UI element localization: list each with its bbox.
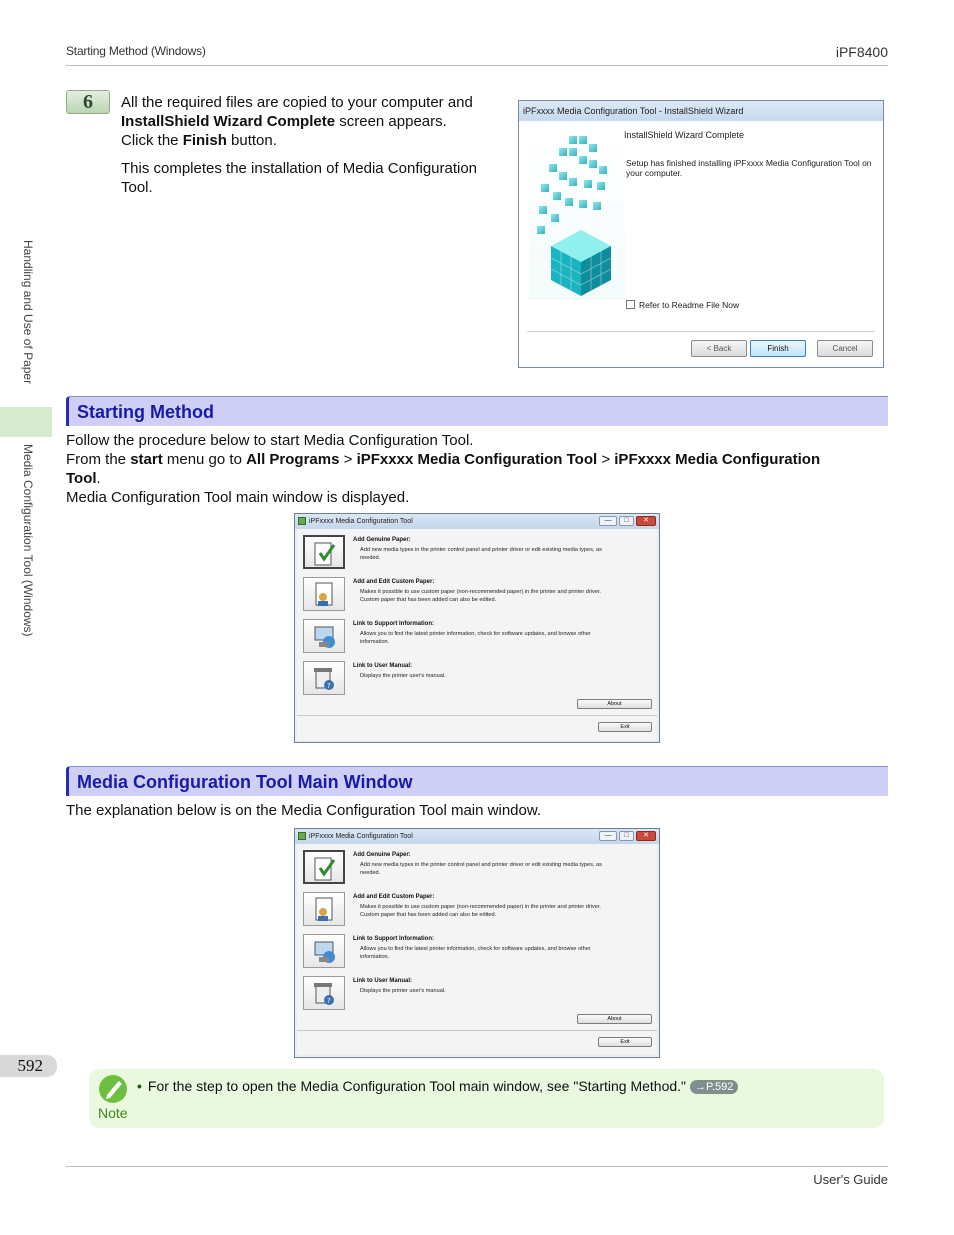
app-icon: [298, 517, 306, 525]
item-desc: [360, 987, 643, 995]
mct-separator: [297, 715, 657, 716]
sidebar-chapter-label: Handling and Use of Paper: [21, 240, 35, 385]
item-heading: Link to Support Information:: [353, 621, 434, 627]
step-number-badge: 6: [66, 90, 110, 114]
item-desc: [360, 630, 643, 646]
footer-rule: [66, 1166, 888, 1167]
mct-title: iPFxxxx Media Configuration Tool: [309, 518, 413, 525]
section-1-title: Starting Method: [77, 402, 214, 422]
item-desc-line-1: Allows you to find the latest printer information, check for software updates, and browse other: [360, 631, 591, 637]
item-desc: [360, 861, 643, 877]
readme-checkbox-label: Refer to Readme File Now: [639, 300, 740, 310]
item-desc: [360, 945, 643, 961]
step-6-text: [121, 93, 501, 197]
item-desc-line-2: needed.: [360, 870, 381, 876]
app-icon: [298, 832, 306, 840]
step-6-line-1: All the required files are copied to your computer and: [121, 94, 473, 111]
item-desc-line-1: Allows you to find the latest printer information, check for software updates, and browse other: [360, 946, 591, 952]
step-6-line-3: [121, 131, 501, 150]
media-config-window-2: [294, 828, 660, 1058]
pencil-note-icon: [99, 1075, 127, 1103]
cancel-button[interactable]: Cancel: [817, 340, 873, 357]
wizard-heading: InstallShield Wizard Complete: [624, 130, 745, 140]
all-programs-term: All Programs: [246, 451, 340, 468]
item-heading: Add Genuine Paper:: [353, 852, 411, 858]
mct-title-bar: [295, 514, 659, 529]
item-desc-line-1: Add new media types in the printer control panel and printer driver or edit existing media types, as: [360, 862, 602, 868]
step-6-line-3-pre: Click the: [121, 132, 183, 149]
item-desc-line-2: Custom paper that has been added can also be edited.: [360, 912, 497, 918]
media-config-window-1: [294, 513, 660, 743]
item-heading: Add and Edit Custom Paper:: [353, 894, 435, 900]
exit-button[interactable]: Exit: [598, 1037, 652, 1047]
item-desc: [360, 903, 643, 919]
wizard-complete-term: InstallShield Wizard Complete: [121, 113, 336, 130]
user-manual-icon[interactable]: [303, 661, 345, 695]
mct-title-bar: [295, 829, 659, 844]
close-icon[interactable]: ✕: [636, 516, 656, 526]
item-heading: Link to Support Information:: [353, 936, 434, 942]
note-box: [89, 1069, 884, 1128]
about-button[interactable]: About: [577, 699, 652, 709]
item-desc-line-2: Custom paper that has been added can also be edited.: [360, 597, 497, 603]
add-custom-paper-item[interactable]: [303, 892, 651, 930]
exit-button[interactable]: Exit: [598, 722, 652, 732]
item-desc-line-1: Add new media types in the printer control panel and printer driver or edit existing media types, as: [360, 547, 602, 553]
add-genuine-paper-item[interactable]: [303, 850, 651, 888]
page-number: 592: [0, 1055, 57, 1077]
support-info-item[interactable]: [303, 934, 651, 972]
header-rule: [66, 65, 888, 66]
item-desc-line-2: information.: [360, 639, 390, 645]
user-manual-icon[interactable]: [303, 976, 345, 1010]
custom-paper-icon[interactable]: [303, 892, 345, 926]
minimize-icon[interactable]: —: [599, 516, 617, 526]
running-header-model: iPF8400: [835, 44, 888, 60]
section-heading-main-window: [66, 766, 888, 796]
maximize-icon[interactable]: □: [619, 831, 634, 841]
add-genuine-paper-item[interactable]: [303, 535, 651, 573]
genuine-paper-icon[interactable]: [303, 850, 345, 884]
item-desc-line-1: Displays the printer user's manual.: [360, 673, 446, 679]
step-6-para-2: [121, 159, 501, 197]
item-desc-line-2: information.: [360, 954, 390, 960]
section-heading-starting-method: [66, 396, 888, 426]
folder-term: iPFxxxx Media Configuration Tool: [356, 451, 598, 468]
readme-checkbox[interactable]: [626, 300, 635, 309]
step-6-line-2-rest: screen appears.: [335, 113, 447, 130]
sidebar-tab-marker: [0, 407, 52, 437]
custom-paper-icon[interactable]: [303, 577, 345, 611]
item-heading: Link to User Manual:: [353, 978, 413, 984]
user-manual-item[interactable]: [303, 976, 651, 1014]
svg-text:?: ?: [327, 997, 331, 1005]
mct-separator: [297, 1030, 657, 1031]
starting-method-result: Media Configuration Tool main window is displayed.: [66, 489, 410, 506]
start-term: start: [130, 451, 163, 468]
item-desc-line-1: Makes it possible to use custom paper (non-recommended paper) in the printer and printer driver.: [360, 904, 601, 910]
wizard-title-bar: iPFxxxx Media Configuration Tool - InstallShield Wizard: [519, 101, 883, 121]
footer-guide-label: User's Guide: [813, 1172, 888, 1187]
item-desc-line-1: Makes it possible to use custom paper (non-recommended paper) in the printer and printer driver.: [360, 589, 601, 595]
step-6-line-3-post: button.: [226, 132, 277, 149]
path-mid: menu go to: [162, 451, 247, 468]
note-label: Note: [98, 1105, 128, 1121]
minimize-icon[interactable]: —: [599, 831, 617, 841]
wizard-message-line-2: your computer.: [626, 168, 683, 178]
starting-method-path: [66, 450, 888, 469]
page-reference-link[interactable]: →P.592: [690, 1080, 738, 1094]
item-desc: [360, 672, 643, 680]
item-heading: Link to User Manual:: [353, 663, 413, 669]
bullet-icon: •: [137, 1078, 142, 1094]
step-6-para-2-line-1: This completes the installation of Media Configuration: [121, 160, 478, 177]
step-6-line-2: [121, 112, 501, 131]
mct-title: iPFxxxx Media Configuration Tool: [309, 833, 413, 840]
app-term-b: Tool: [66, 470, 97, 487]
about-button[interactable]: About: [577, 1014, 652, 1024]
maximize-icon[interactable]: □: [619, 516, 634, 526]
support-info-item[interactable]: [303, 619, 651, 657]
path-end: .: [96, 470, 101, 487]
close-icon[interactable]: ✕: [636, 831, 656, 841]
wizard-message: [626, 158, 872, 178]
sidebar-section-label: Media Configuration Tool (Windows): [21, 444, 35, 637]
app-term-a: iPFxxxx Media Configuration: [614, 451, 821, 468]
support-info-icon[interactable]: [303, 934, 345, 968]
path-sep-2: >: [597, 451, 615, 468]
path-pre: From the: [66, 451, 131, 468]
item-desc-line-2: needed.: [360, 555, 381, 561]
genuine-paper-icon[interactable]: [303, 535, 345, 569]
back-button[interactable]: < Back: [691, 340, 747, 357]
main-window-intro: The explanation below is on the Media Configuration Tool main window.: [66, 802, 542, 819]
path-sep-1: >: [339, 451, 357, 468]
support-info-icon[interactable]: [303, 619, 345, 653]
finish-term: Finish: [182, 132, 227, 149]
starting-method-text: [66, 431, 888, 507]
add-custom-paper-item[interactable]: [303, 577, 651, 615]
running-header-section: Starting Method (Windows): [66, 44, 206, 58]
installshield-wizard-screenshot: [518, 100, 884, 368]
item-desc-line-1: Displays the printer user's manual.: [360, 988, 446, 994]
user-manual-item[interactable]: [303, 661, 651, 699]
wizard-divider: [527, 331, 875, 332]
starting-method-path-cont: [66, 469, 888, 488]
item-heading: Add and Edit Custom Paper:: [353, 579, 435, 585]
finish-button[interactable]: Finish: [750, 340, 806, 357]
note-body: For the step to open the Media Configuration Tool main window, see "Starting Method.": [147, 1078, 687, 1094]
starting-method-intro: Follow the procedure below to start Media Configuration Tool.: [66, 432, 474, 449]
item-desc: [360, 588, 643, 604]
wizard-message-line-1: Setup has finished installing iPFxxxx Media Configuration Tool on: [626, 158, 872, 168]
svg-text:?: ?: [327, 682, 331, 690]
wizard-cube-graphic: [529, 130, 625, 300]
note-text: [137, 1078, 738, 1094]
item-heading: Add Genuine Paper:: [353, 537, 411, 543]
step-6-para-2-line-2: Tool.: [121, 179, 153, 196]
item-desc: [360, 546, 643, 562]
section-2-title: Media Configuration Tool Main Window: [77, 772, 413, 792]
